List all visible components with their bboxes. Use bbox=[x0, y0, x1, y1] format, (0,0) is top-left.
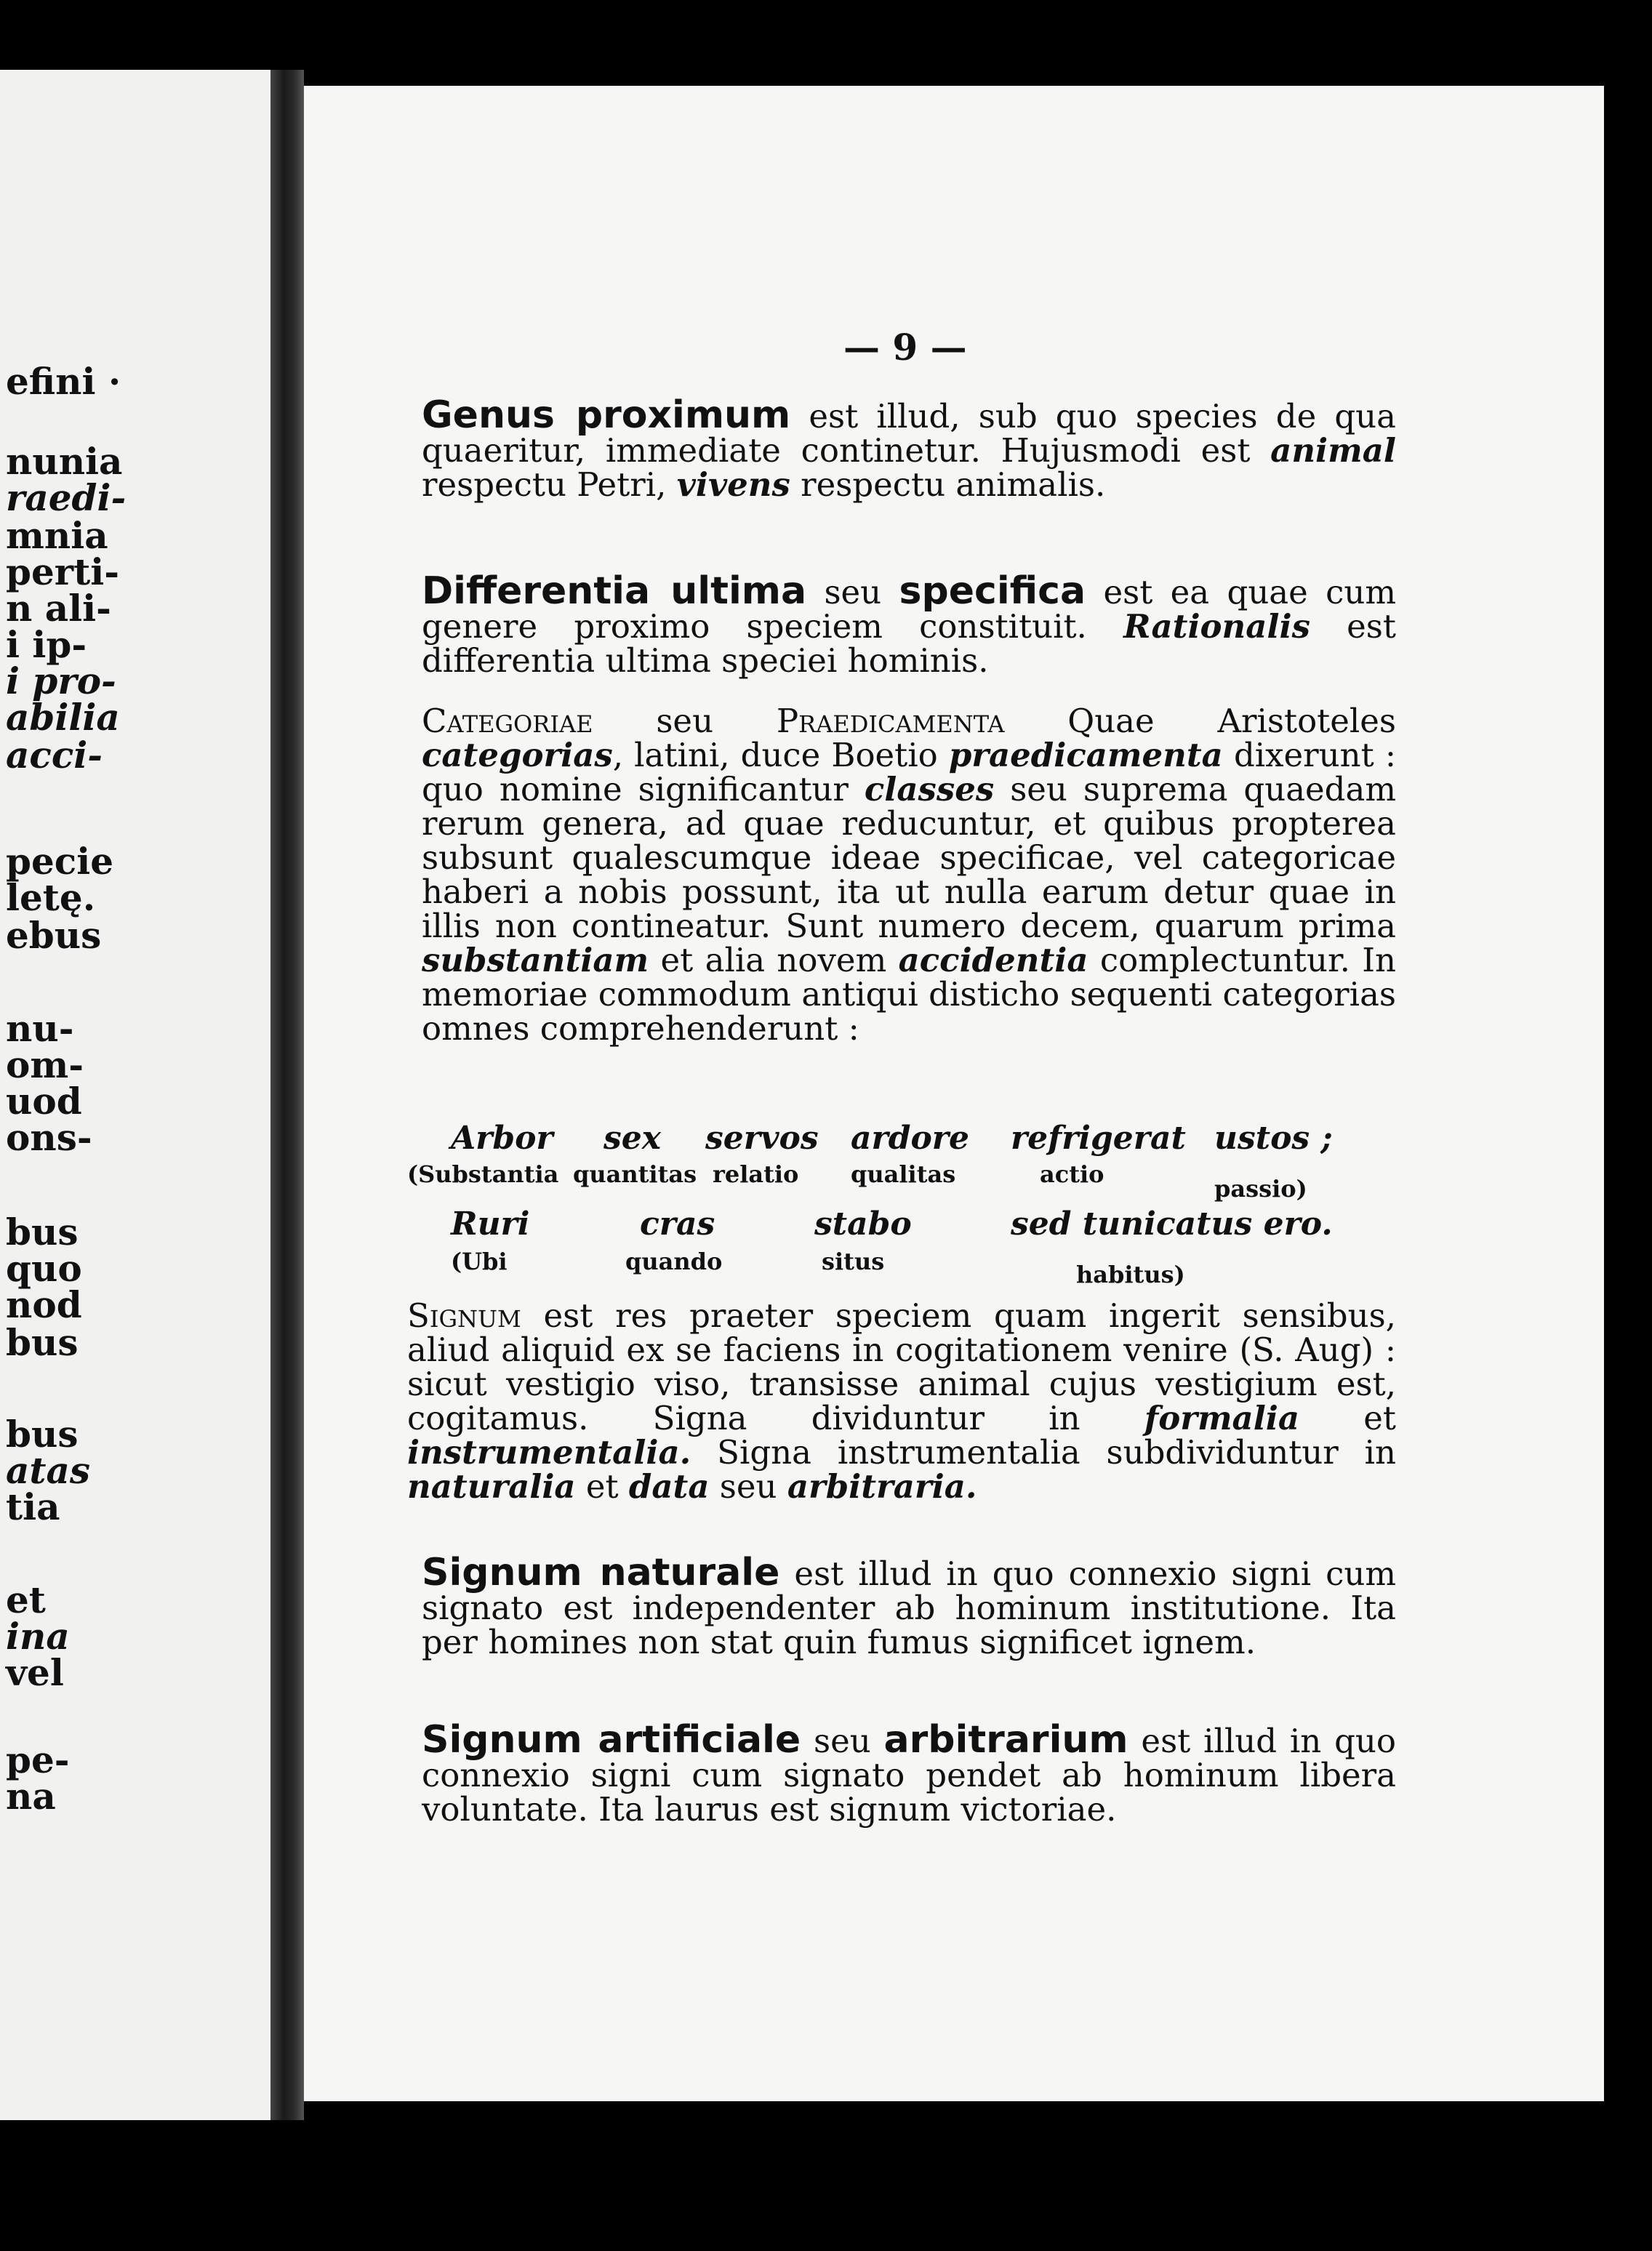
left-page-fragment: letę. bbox=[6, 876, 96, 919]
text-segment: et bbox=[1299, 1399, 1396, 1437]
verse-gloss-2 bbox=[407, 1248, 1396, 1291]
term-signum-naturale: Signum naturale bbox=[422, 1551, 780, 1594]
text-segment: dixerunt : quo nomine significantur bbox=[422, 736, 1396, 808]
left-page-fragment: nunia bbox=[6, 440, 123, 483]
text-segment: est illud in quo connexio signi cum signato est independenter ab hominum institutione. Ita per homines non stat quin fumus significet ignem. bbox=[422, 1554, 1397, 1661]
italic-term: data bbox=[628, 1467, 710, 1506]
verse-line-1 bbox=[407, 1120, 1396, 1163]
verse-gloss-1 bbox=[407, 1160, 1396, 1204]
left-page-fragment: abilia bbox=[6, 696, 120, 739]
text-segment: est res praeter speciem quam ingerit sensibus, aliud aliquid ex se faciens in cogitationem venire (S. Aug) : sicut vestigio viso, transisse animal cujus vestigium est, cogitamus. Signa dividuntur in bbox=[407, 1296, 1396, 1437]
left-page-fragment: efini · bbox=[6, 360, 121, 403]
verse-word: servos bbox=[705, 1120, 819, 1157]
category-gloss: quando bbox=[625, 1248, 723, 1275]
category-gloss: situs bbox=[822, 1248, 885, 1275]
category-gloss: (Substantia bbox=[407, 1160, 559, 1188]
left-page-fragment: ons- bbox=[6, 1116, 92, 1159]
left-page-fragment: raedi- bbox=[6, 476, 127, 519]
italic-term: vivens bbox=[676, 465, 790, 504]
italic-term: arbitraria. bbox=[787, 1467, 977, 1506]
text-segment: respectu animalis. bbox=[790, 465, 1106, 504]
verse-word: ardore bbox=[851, 1120, 969, 1157]
left-page-fragment: nu- bbox=[6, 1007, 74, 1050]
category-gloss: actio bbox=[1040, 1160, 1104, 1188]
italic-term: instrumentalia. bbox=[407, 1433, 691, 1472]
category-gloss: quantitas bbox=[573, 1160, 697, 1188]
left-page-fragment: et bbox=[6, 1578, 46, 1621]
text-segment: seu bbox=[709, 1467, 787, 1506]
text-segment: Quae Aristoteles bbox=[1004, 702, 1396, 740]
paragraph-categoriae bbox=[422, 704, 1396, 1046]
italic-term: formalia bbox=[1144, 1399, 1300, 1437]
verse-word: Arbor bbox=[451, 1120, 553, 1157]
left-page-fragment: na bbox=[6, 1775, 56, 1818]
text-segment: est illud in quo connexio signi cum signato pendet ab hominum libera voluntate. Ita laurus est signum victoriae. bbox=[422, 1722, 1396, 1829]
text-segment: Signa instrumentalia subdividuntur in bbox=[691, 1433, 1396, 1472]
text-segment: est ea quae cum genere proximo speciem constituit. bbox=[422, 573, 1396, 646]
verse-word: cras bbox=[640, 1205, 715, 1243]
left-page-fragment: acci- bbox=[6, 734, 103, 777]
left-page-fragment: i pro- bbox=[6, 659, 116, 702]
left-page-fragment: tia bbox=[6, 1485, 60, 1528]
text-segment: seu bbox=[593, 702, 777, 740]
left-page-fragment: pecie bbox=[6, 840, 114, 883]
paragraph-differentia-ultima bbox=[422, 569, 1396, 680]
left-facing-page bbox=[0, 70, 270, 2120]
term-arbitrarium: arbitrarium bbox=[883, 1718, 1128, 1762]
left-page-fragment: nod bbox=[6, 1283, 82, 1326]
italic-term: animal bbox=[1270, 431, 1396, 470]
left-page-fragment: bus bbox=[6, 1413, 79, 1456]
category-gloss: relatio bbox=[713, 1160, 799, 1188]
page-number: — 9 — bbox=[843, 326, 967, 369]
text-segment: est differentia ultima speciei hominis. bbox=[422, 607, 1396, 680]
smallcaps-categoriae: Categoriae bbox=[422, 702, 593, 740]
left-page-fragment: om- bbox=[6, 1043, 84, 1086]
left-page-fragment: perti- bbox=[6, 550, 119, 593]
text-segment: , latini, duce Boetio bbox=[612, 736, 949, 774]
italic-term: categorias bbox=[422, 736, 613, 774]
category-gloss: habitus) bbox=[1076, 1261, 1185, 1288]
left-page-fragment: atas bbox=[6, 1449, 91, 1492]
paragraph-signum bbox=[407, 1296, 1396, 1506]
text-segment: et alia novem bbox=[649, 941, 899, 979]
left-page-fragment: bus bbox=[6, 1211, 79, 1253]
paragraph-genus-proximum bbox=[422, 393, 1396, 504]
verse-line-2 bbox=[407, 1205, 1396, 1249]
italic-term: classes bbox=[864, 770, 995, 808]
left-page-fragment: mnia bbox=[6, 514, 108, 557]
italic-term: substantiam bbox=[422, 941, 649, 979]
page-gutter bbox=[270, 70, 304, 2120]
paragraph-signum-artificiale bbox=[422, 1718, 1396, 1829]
text-segment: est illud, sub quo species de qua quaeritur, immediate continetur. Hujusmodi est bbox=[422, 397, 1396, 470]
left-page-fragment: bus bbox=[6, 1321, 79, 1364]
verse-word: refrigerat bbox=[1011, 1120, 1186, 1157]
paragraph-signum-naturale bbox=[422, 1551, 1397, 1661]
left-page-fragment: n ali- bbox=[6, 587, 111, 630]
left-page-fragment: i ip- bbox=[6, 623, 87, 666]
verse-word: sex bbox=[604, 1120, 661, 1157]
left-page-fragment: ina bbox=[6, 1615, 70, 1658]
left-page-fragment: pe- bbox=[6, 1738, 70, 1781]
term-genus-proximum: Genus proximum bbox=[422, 393, 791, 437]
term-differentia-ultima: Differentia ultima bbox=[422, 569, 807, 613]
text-segment: respectu Petri, bbox=[422, 465, 677, 504]
verse-word: sed tunicatus ero. bbox=[1011, 1205, 1333, 1243]
italic-term: naturalia bbox=[407, 1467, 576, 1506]
left-page-fragment: uod bbox=[6, 1080, 82, 1123]
smallcaps-signum: Signum bbox=[407, 1296, 521, 1335]
verse-word: ustos ; bbox=[1214, 1120, 1333, 1157]
left-page-fragment: quo bbox=[6, 1247, 82, 1290]
italic-term: accidentia bbox=[898, 941, 1088, 979]
text-segment: et bbox=[575, 1467, 629, 1506]
text-segment: seu bbox=[806, 573, 899, 611]
term-specifica: specifica bbox=[899, 569, 1086, 613]
text-segment: complectuntur. In memoriae commodum antiqui disticho sequenti categorias omnes comprehenderunt : bbox=[422, 941, 1396, 1048]
category-gloss: passio) bbox=[1214, 1175, 1307, 1203]
category-gloss: (Ubi bbox=[451, 1248, 508, 1275]
text-segment: seu suprema quaedam rerum genera, ad quae reducuntur, et quibus propterea subsunt qualescumque ideae specificae, vel categoricae haberi a nobis possunt, ita ut nulla earum detur quae in illis non contineatur. Sunt numero decem, quarum prima bbox=[422, 770, 1396, 945]
term-signum-artificiale: Signum artificiale bbox=[422, 1718, 801, 1762]
smallcaps-praedicamenta: Praedicamenta bbox=[776, 702, 1005, 740]
verse-word: stabo bbox=[814, 1205, 912, 1243]
left-page-fragment: ebus bbox=[6, 914, 102, 957]
verse-word: Ruri bbox=[451, 1205, 530, 1243]
left-page-fragment: vel bbox=[6, 1651, 64, 1694]
category-gloss: qualitas bbox=[851, 1160, 956, 1188]
italic-term: praedicamenta bbox=[948, 736, 1223, 774]
italic-term: Rationalis bbox=[1123, 607, 1310, 646]
text-segment: seu bbox=[801, 1722, 884, 1760]
